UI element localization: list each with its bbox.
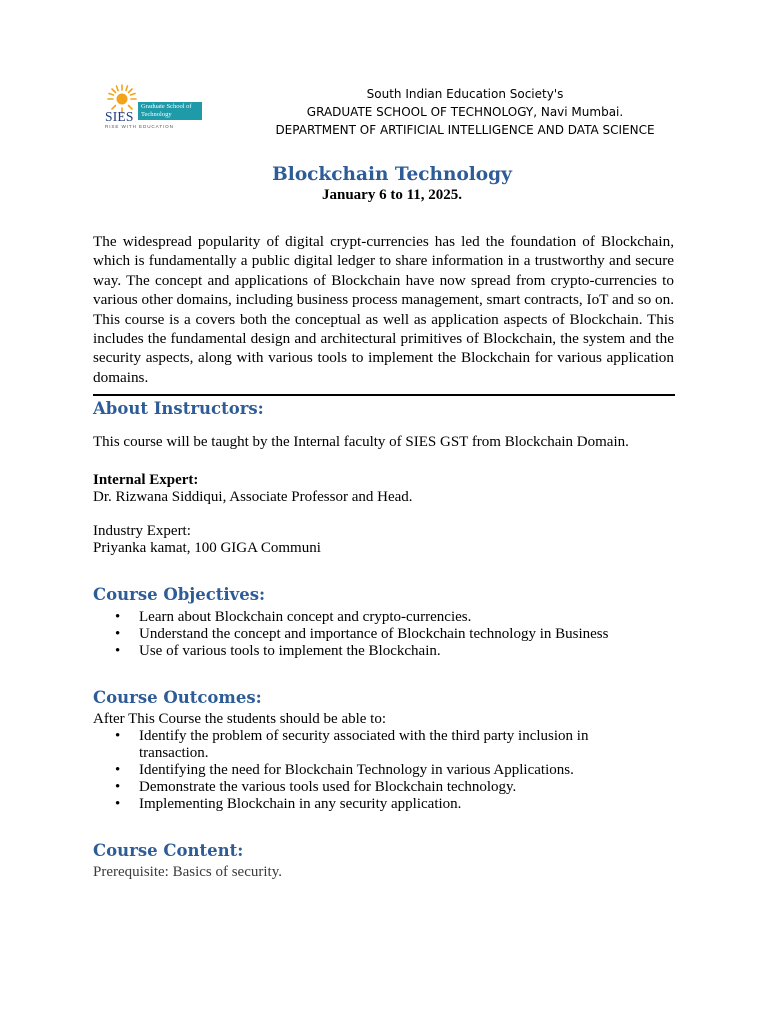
course-title: Blockchain Technology: [272, 164, 512, 185]
bullet-icon: •: [115, 796, 121, 812]
internal-expert-label: Internal Expert:: [93, 472, 199, 488]
list-item: [93, 796, 633, 813]
bullet-icon: •: [115, 728, 121, 744]
divider: [93, 394, 675, 396]
outcomes-list: [93, 728, 633, 813]
bullet-icon: •: [115, 779, 121, 795]
society-name: South Indian Education Society's: [366, 87, 564, 101]
list-item-text: Demonstrate the various tools used for Blockchain technology.: [139, 779, 517, 795]
logo-school-name: Graduate School of Technology: [138, 102, 202, 120]
list-item-text: Understand the concept and importance of Blockchain technology in Business: [139, 626, 609, 642]
list-item: [93, 779, 633, 796]
bullet-icon: •: [115, 626, 121, 642]
department-name: DEPARTMENT OF ARTIFICIAL INTELLIGENCE AND DATA SCIENCE: [275, 123, 655, 137]
school-name: GRADUATE SCHOOL OF TECHNOLOGY, Navi Mumbai.: [306, 105, 624, 119]
list-item-text: Use of various tools to implement the Blockchain.: [139, 643, 441, 659]
organization-header: [270, 85, 660, 139]
list-item: [93, 728, 633, 762]
bullet-icon: •: [115, 643, 121, 659]
list-item: [93, 609, 633, 626]
list-item-text: Implementing Blockchain in any security application.: [139, 796, 462, 812]
sies-logo: [105, 84, 207, 132]
industry-expert-label: Industry Expert:: [93, 523, 191, 539]
list-item-text: Learn about Blockchain concept and crypto-currencies.: [139, 609, 472, 625]
outcomes-intro: After This Course the students should be able to:: [93, 711, 387, 727]
about-instructors-heading: About Instructors:: [93, 399, 264, 418]
logo-wordmark: SIES: [105, 109, 134, 124]
list-item-text: Identify the problem of security associated with the third party inclusion in transaction.: [139, 728, 589, 761]
list-item-text: Identifying the need for Blockchain Technology in various Applications.: [139, 762, 574, 778]
bullet-icon: •: [115, 609, 121, 625]
course-outcomes-heading: Course Outcomes:: [93, 688, 262, 707]
bullet-icon: •: [115, 762, 121, 778]
about-instructors-text: This course will be taught by the Internal faculty of SIES GST from Blockchain Domain.: [93, 434, 629, 450]
list-item: [93, 626, 633, 643]
course-content-heading: Course Content:: [93, 841, 244, 860]
industry-expert-name: Priyanka kamat, 100 GIGA Communi: [93, 540, 321, 556]
intro-paragraph: The widespread popularity of digital crypt-currencies has led the foundation of Blockchain, which is fundamentally a public digital ledger to share information in a trustworthy and secure way. The concept and applications of Blockchain have now spread from crypto-currencies to various other domains, including business process management, smart contracts, IoT and so on. This course is a covers both the conceptual as well as application aspects of Blockchain. This includes the fundamental design and architectural primitives of Blockchain, the system and the security aspects, along with various tools to implement the Blockchain for various application domains.: [93, 233, 674, 386]
objectives-list: [93, 609, 633, 660]
course-objectives-heading: Course Objectives:: [93, 585, 266, 604]
internal-expert-name: Dr. Rizwana Siddiqui, Associate Professor and Head.: [93, 489, 413, 505]
prerequisite-text: Prerequisite: Basics of security.: [93, 864, 282, 880]
logo-tagline: RISE WITH EDUCATION: [105, 124, 174, 129]
course-dates: January 6 to 11, 2025.: [321, 187, 462, 203]
list-item: [93, 643, 633, 660]
list-item: [93, 762, 633, 779]
